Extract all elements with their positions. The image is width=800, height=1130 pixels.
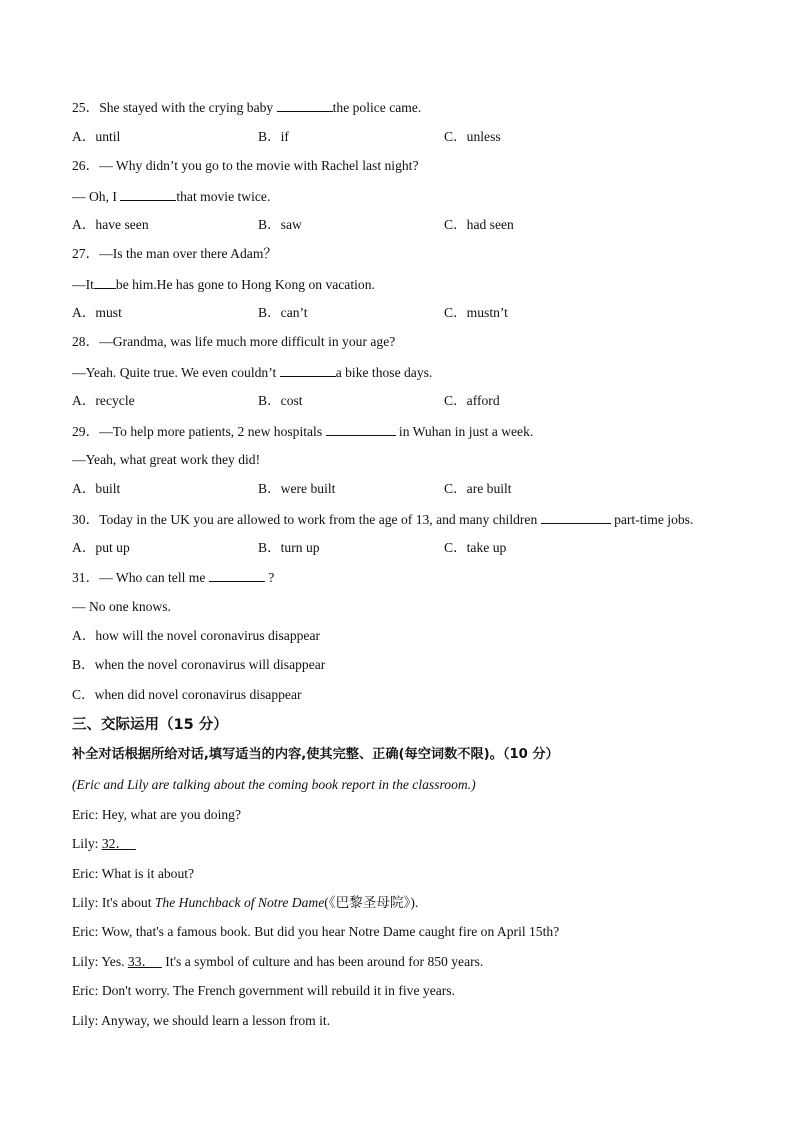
question-28-stem bbox=[72, 333, 395, 351]
stem-text: in Wuhan in just a week. bbox=[395, 424, 534, 439]
book-title-cn: (《巴黎圣母院》). bbox=[324, 895, 419, 910]
question-number: 30． bbox=[72, 512, 100, 527]
dialogue-line-3: Eric: What is it about? bbox=[72, 866, 195, 881]
stem-text: part-time jobs. bbox=[610, 512, 694, 527]
stem-text: —Grandma, was life much more difficult in your age? bbox=[99, 334, 396, 349]
reply-text: a bike those days. bbox=[335, 365, 433, 380]
underline-pad bbox=[155, 954, 162, 969]
question-28-reply bbox=[72, 363, 432, 382]
answer-blank-32: 32． bbox=[101, 836, 130, 851]
stem-text: She stayed with the crying baby bbox=[99, 100, 277, 115]
speaker-text: Lily: Yes. bbox=[72, 954, 128, 969]
question-30-stem bbox=[72, 510, 693, 529]
dialogue-line-8: Lily: Anyway, we should learn a lesson from it. bbox=[72, 1013, 331, 1028]
question-number: 28． bbox=[72, 334, 100, 349]
reply-text: that movie twice. bbox=[176, 189, 271, 204]
answer-blank bbox=[326, 422, 396, 436]
book-title: The Hunchback of Notre Dame bbox=[154, 895, 325, 910]
question-number: 25． bbox=[72, 100, 100, 115]
stem-text: Today in the UK you are allowed to work from the age of 13, and many children bbox=[99, 512, 541, 527]
question-25-stem bbox=[72, 98, 421, 117]
answer-blank bbox=[120, 187, 176, 201]
answer-blank bbox=[541, 510, 611, 524]
speaker-text: It's a symbol of culture and has been around for 850 years. bbox=[161, 954, 484, 969]
dialogue-line-7: Eric: Don't worry. The French government will rebuild it in five years. bbox=[72, 983, 455, 998]
reply-text: be him.He has gone to Hong Kong on vacation. bbox=[115, 277, 375, 292]
answer-blank bbox=[277, 98, 333, 112]
stem-text: the police came. bbox=[332, 100, 422, 115]
question-number: 31． bbox=[72, 570, 100, 585]
option-a: A．how will the novel coronavirus disappear bbox=[72, 628, 321, 643]
stem-text: ? bbox=[264, 570, 275, 585]
option-a: A．put up bbox=[72, 540, 130, 555]
section-title: 三、交际运用（15 分） bbox=[72, 717, 228, 733]
speaker-text: Lily: It's about bbox=[72, 895, 155, 910]
dialogue-line-4 bbox=[72, 894, 418, 912]
stem-text: —To help more patients, 2 new hospitals bbox=[99, 424, 326, 439]
stem-text: —Is the man over there Adam？ bbox=[99, 246, 277, 261]
reply-text: —It bbox=[72, 277, 94, 292]
option-c: C．unless bbox=[444, 129, 501, 144]
dialogue-line-5: Eric: Wow, that's a famous book. But did you hear Notre Dame caught fire on April 15th? bbox=[72, 924, 560, 939]
option-b: B．when the novel coronavirus will disappear bbox=[72, 657, 326, 672]
question-29-stem bbox=[72, 422, 533, 441]
question-26-stem bbox=[72, 157, 418, 175]
question-27-reply bbox=[72, 275, 375, 294]
speaker-text: Lily: bbox=[72, 836, 102, 851]
question-number: 26． bbox=[72, 158, 100, 173]
option-c: C．take up bbox=[444, 540, 507, 555]
question-26-reply bbox=[72, 187, 270, 206]
question-31-reply: — No one knows. bbox=[72, 599, 171, 614]
dialogue-context: (Eric and Lily are talking about the coming book report in the classroom.) bbox=[72, 777, 476, 792]
reply-text: —Yeah. Quite true. We even couldn’t bbox=[72, 365, 280, 380]
answer-blank bbox=[280, 363, 336, 377]
answer-blank bbox=[94, 275, 116, 289]
underline-pad bbox=[129, 836, 136, 851]
option-a: A．recycle bbox=[72, 393, 135, 408]
option-a: A．have seen bbox=[72, 217, 149, 232]
question-number: 29． bbox=[72, 424, 100, 439]
option-b: B．if bbox=[258, 129, 289, 144]
answer-blank bbox=[209, 568, 265, 582]
option-b: B．saw bbox=[258, 217, 302, 232]
section-instruction: 补全对话根据所给对话,填写适当的内容,使其完整、正确(每空词数不限)。（10 分） bbox=[72, 747, 559, 762]
question-29-reply: —Yeah, what great work they did! bbox=[72, 452, 261, 467]
option-a: A．built bbox=[72, 481, 121, 496]
option-a: A．until bbox=[72, 129, 121, 144]
option-c: C．mustn’t bbox=[444, 305, 508, 320]
reply-text: — Oh, I bbox=[72, 189, 121, 204]
question-27-stem bbox=[72, 245, 277, 263]
option-b: B．turn up bbox=[258, 540, 320, 555]
option-b: B．cost bbox=[258, 393, 303, 408]
stem-text: — Who can tell me bbox=[99, 570, 209, 585]
answer-blank-33: 33． bbox=[127, 954, 156, 969]
option-c: C．afford bbox=[444, 393, 500, 408]
stem-text: — Why didn’t you go to the movie with Rachel last night? bbox=[99, 158, 419, 173]
question-number: 27． bbox=[72, 246, 100, 261]
dialogue-line-1: Eric: Hey, what are you doing? bbox=[72, 807, 241, 822]
option-b: B．were built bbox=[258, 481, 336, 496]
dialogue-line-6 bbox=[72, 953, 483, 971]
option-c: C．had seen bbox=[444, 217, 514, 232]
option-b: B．can’t bbox=[258, 305, 308, 320]
dialogue-line-2 bbox=[72, 835, 136, 853]
option-c: C．are built bbox=[444, 481, 512, 496]
option-a: A．must bbox=[72, 305, 122, 320]
question-31-stem bbox=[72, 568, 274, 587]
option-c: C．when did novel coronavirus disappear bbox=[72, 687, 302, 702]
